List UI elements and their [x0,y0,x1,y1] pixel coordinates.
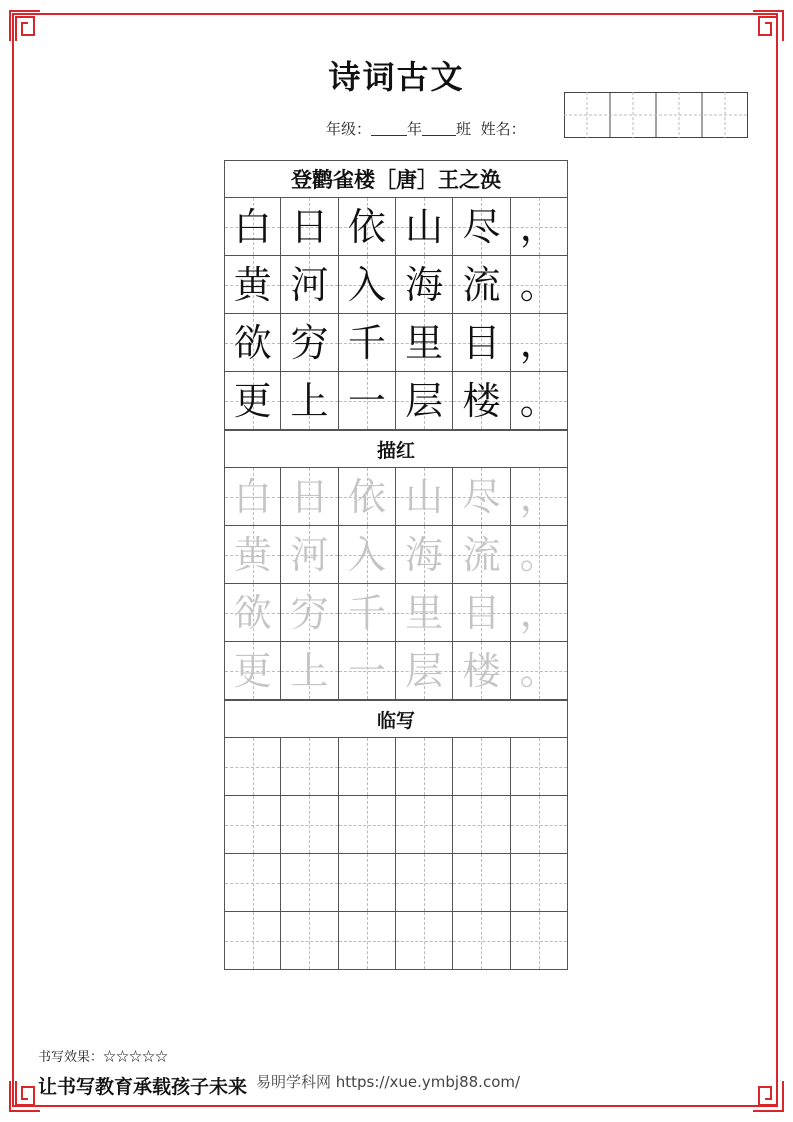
copy-cell[interactable] [339,854,396,912]
copy-cell[interactable] [453,912,510,970]
copy-cell[interactable] [281,738,338,796]
copy-cell[interactable] [224,912,281,970]
char-cell: 海 [396,256,453,314]
char-cell: 黄 [224,256,281,314]
corner-ornament-bottom-right [751,1079,785,1113]
trace-cell[interactable]: 海 [396,526,453,584]
copy-cell[interactable] [224,796,281,854]
copy-cell[interactable] [511,912,568,970]
trace-line [224,584,568,642]
char-cell: 里 [396,314,453,372]
char-cell: 更 [224,372,281,430]
copy-cell[interactable] [396,796,453,854]
poem-line [224,256,568,314]
char-cell: ， [511,314,568,372]
char-cell: 依 [339,198,396,256]
trace-cell[interactable]: 白 [224,468,281,526]
trace-cell[interactable]: 。 [511,642,568,700]
corner-ornament-top-right [751,9,785,43]
poem-line [224,314,568,372]
trace-cell[interactable]: 依 [339,468,396,526]
char-cell: 穷 [281,314,338,372]
trace-cell[interactable]: 上 [281,642,338,700]
copy-cell[interactable] [453,796,510,854]
copy-grid[interactable] [224,738,568,970]
copy-cell[interactable] [281,854,338,912]
poem-heading: 登鹳雀楼［唐］王之涣 [224,160,568,198]
char-cell: 白 [224,198,281,256]
year-label: 年 [407,120,423,138]
char-cell: 目 [453,314,510,372]
char-cell: 山 [396,198,453,256]
char-cell: 日 [281,198,338,256]
copy-line [224,912,568,970]
copy-cell[interactable] [396,738,453,796]
char-cell: 楼 [453,372,510,430]
copy-cell[interactable] [396,854,453,912]
copy-cell[interactable] [281,912,338,970]
trace-cell[interactable]: 穷 [281,584,338,642]
trace-cell[interactable]: 流 [453,526,510,584]
copy-cell[interactable] [224,738,281,796]
copy-cell[interactable] [339,738,396,796]
char-cell: 上 [281,372,338,430]
copy-cell[interactable] [281,796,338,854]
class-blank[interactable] [422,135,456,136]
copy-cell[interactable] [511,854,568,912]
char-cell: 河 [281,256,338,314]
copy-section-heading: 临写 [224,700,568,738]
copy-line [224,738,568,796]
trace-cell[interactable]: ， [511,468,568,526]
trace-cell[interactable]: 一 [339,642,396,700]
trace-cell[interactable]: 山 [396,468,453,526]
class-label: 班 [456,120,472,138]
copy-cell[interactable] [339,912,396,970]
copy-line [224,854,568,912]
student-info-line [326,118,526,139]
trace-cell[interactable]: 千 [339,584,396,642]
trace-cell[interactable]: 尽 [453,468,510,526]
copy-cell[interactable] [396,912,453,970]
poem-line [224,372,568,430]
trace-cell[interactable]: 里 [396,584,453,642]
name-writing-grid[interactable] [564,92,748,138]
copy-cell[interactable] [453,738,510,796]
page-title: 诗词古文 [328,58,465,96]
char-cell: 层 [396,372,453,430]
grade-label: 年级： [326,120,372,138]
copy-cell[interactable] [224,854,281,912]
char-cell: 尽 [453,198,510,256]
grade-blank[interactable] [371,135,407,136]
trace-cell[interactable]: 黄 [224,526,281,584]
trace-cell[interactable]: 欲 [224,584,281,642]
trace-cell[interactable]: 更 [224,642,281,700]
char-cell: 千 [339,314,396,372]
poem-grid [224,198,568,430]
trace-cell[interactable]: 河 [281,526,338,584]
footer-site-watermark: 易明学科网 https://xue.ymbj88.com/ [256,1073,521,1091]
trace-grid[interactable] [224,468,568,700]
trace-cell[interactable]: 楼 [453,642,510,700]
trace-cell[interactable]: 目 [453,584,510,642]
char-cell: 流 [453,256,510,314]
name-label: 姓名： [480,120,526,138]
char-cell: 。 [511,256,568,314]
practice-sheet [224,160,568,970]
copy-cell[interactable] [511,738,568,796]
trace-line [224,642,568,700]
trace-cell[interactable]: 层 [396,642,453,700]
writing-rating: 书写效果：☆☆☆☆☆ [38,1050,169,1065]
char-cell: 入 [339,256,396,314]
trace-section-heading: 描红 [224,430,568,468]
copy-line [224,796,568,854]
poem-line [224,198,568,256]
trace-cell[interactable]: 日 [281,468,338,526]
char-cell: 一 [339,372,396,430]
trace-line [224,468,568,526]
trace-cell[interactable]: ， [511,584,568,642]
corner-ornament-bottom-left [8,1079,42,1113]
trace-line [224,526,568,584]
char-cell: ， [511,198,568,256]
copy-cell[interactable] [339,796,396,854]
trace-cell[interactable]: 入 [339,526,396,584]
corner-ornament-top-left [8,9,42,43]
copy-cell[interactable] [511,796,568,854]
copy-cell[interactable] [453,854,510,912]
char-cell: 。 [511,372,568,430]
char-cell: 欲 [224,314,281,372]
footer-slogan: 让书写教育承载孩子未来 [38,1076,248,1098]
trace-cell[interactable]: 。 [511,526,568,584]
